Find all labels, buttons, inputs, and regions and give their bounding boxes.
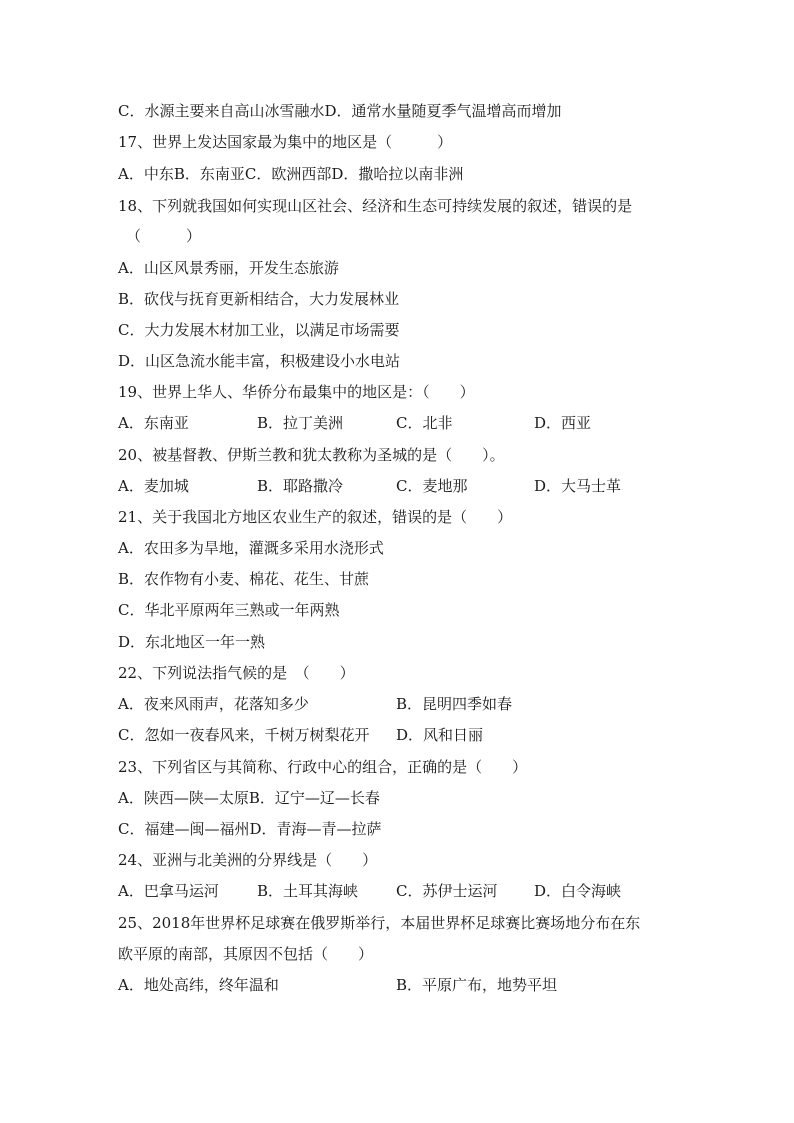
q22-option-a: A．夜来风雨声，花落知多少 (118, 695, 309, 713)
q20-option-c: C．麦地那 (396, 477, 468, 495)
q21-option-d: D．东北地区一年一熟 (118, 633, 266, 651)
q25-stem-line2: 欧平原的南部，其原因不包括（ ） (118, 945, 374, 963)
q22-option-b: B．昆明四季如春 (396, 695, 513, 713)
q18-stem-line1: 18、下列就我国如何实现山区社会、经济和生态可持续发展的叙述，错误的是 (118, 197, 633, 215)
q19-stem: 19、世界上华人、华侨分布最集中的地区是：（ ） (118, 383, 475, 401)
q20-option-d: D．大马士革 (534, 477, 622, 495)
q16-options-cd: C．水源主要来自高山冰雪融水D．通常水量随夏季气温增高而增加 (118, 102, 562, 120)
q25-option-b: B．平原广布，地势平坦 (396, 976, 558, 994)
q21-option-c: C．华北平原两年三熟或一年两熟 (118, 601, 340, 619)
q21-option-b: B．农作物有小麦、棉花、花生、甘蔗 (118, 570, 370, 588)
q19-option-b: B．拉丁美洲 (257, 414, 344, 432)
q21-stem: 21、关于我国北方地区农业生产的叙述，错误的是（ ） (118, 508, 513, 526)
q20-stem: 20、被基督教、伊斯兰教和犹太教称为圣城的是（ ）。 (118, 446, 505, 464)
q18-option-d: D．山区急流水能丰富，积极建设小水电站 (118, 352, 401, 370)
q17-options: A．中东B．东南亚C．欧洲西部D．撒哈拉以南非洲 (118, 165, 464, 183)
q22-option-c: C．忽如一夜春风来，千树万树梨花开 (118, 726, 370, 744)
q24-stem: 24、亚洲与北美洲的分界线是（ ） (118, 851, 378, 869)
q23-stem: 23、下列省区与其简称、行政中心的组合，正确的是（ ） (118, 758, 528, 776)
q19-option-d: D．西亚 (534, 414, 592, 432)
q18-option-c: C．大力发展木材加工业，以满足市场需要 (118, 321, 400, 339)
q19-option-a: A．东南亚 (118, 414, 189, 432)
q18-option-b: B．砍伐与抚育更新相结合，大力发展林业 (118, 290, 400, 308)
q19-option-c: C．北非 (396, 414, 453, 432)
q24-option-b: B．土耳其海峡 (257, 882, 359, 900)
q25-stem-line1: 25、2018年世界杯足球赛在俄罗斯举行，本届世界杯足球赛比赛场地分布在东 (118, 914, 641, 932)
q22-stem: 22、下列说法指气候的是 （ ） (118, 664, 355, 682)
q24-option-c: C．苏伊士运河 (396, 882, 498, 900)
q22-option-d: D．风和日丽 (396, 726, 484, 744)
q23-options-cd: C．福建—闽—福州D．青海—青—拉萨 (118, 820, 382, 838)
q24-option-d: D．白令海峡 (534, 882, 622, 900)
q20-option-b: B．耶路撒冷 (257, 477, 344, 495)
q21-option-a: A．农田多为旱地，灌溉多采用水浇形式 (118, 539, 384, 557)
q18-stem-line2: （ ） (126, 227, 202, 245)
q25-option-a: A．地处高纬，终年温和 (118, 976, 279, 994)
q17-stem: 17、世界上发达国家最为集中的地区是（ ） (118, 133, 453, 151)
q24-option-a: A．巴拿马运河 (118, 882, 219, 900)
q23-options-ab: A．陕西—陕—太原B．辽宁—辽—长春 (118, 789, 380, 807)
q18-option-a: A．山区风景秀丽，开发生态旅游 (118, 259, 339, 277)
q20-option-a: A．麦加城 (118, 477, 189, 495)
